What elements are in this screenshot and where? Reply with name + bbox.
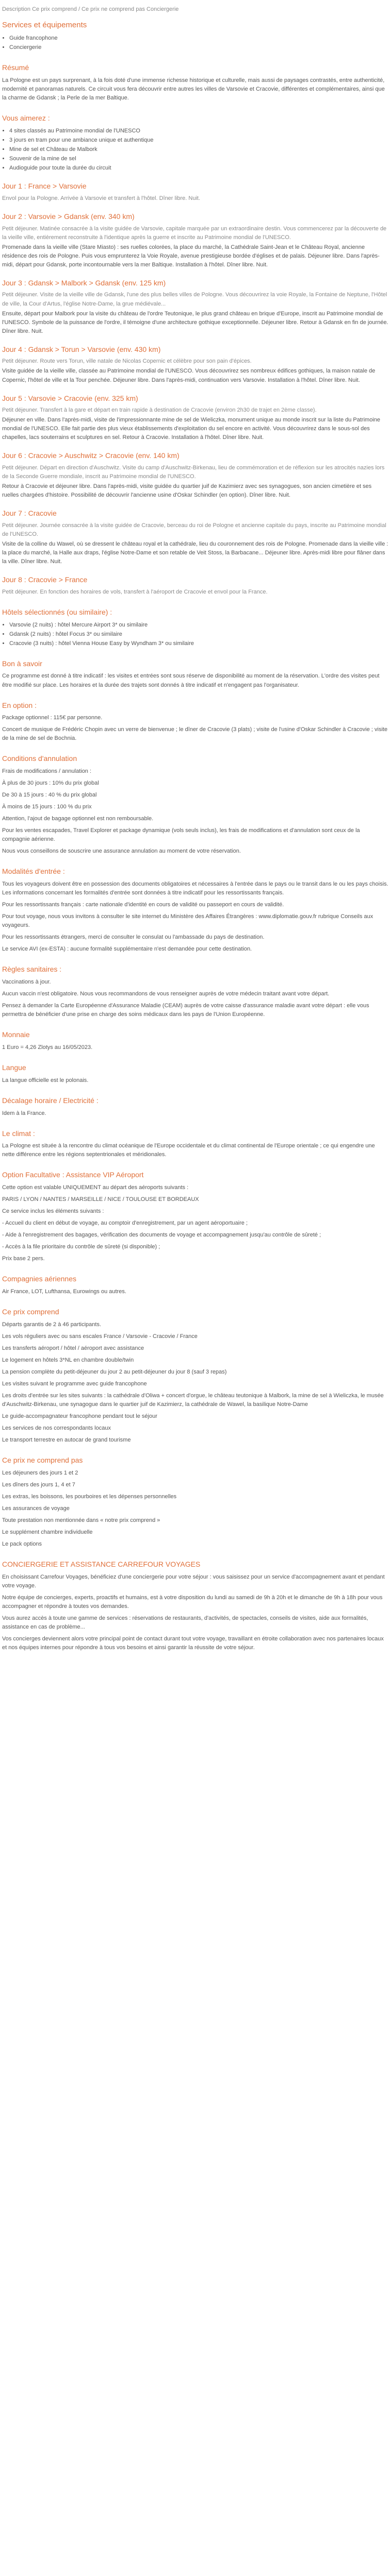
monnaie-text: 1 Euro = 4,26 Zlotys au 16/05/2023.	[2, 1044, 93, 1051]
regles-text: Vaccinations à jour.	[2, 979, 51, 986]
assistance-text: - Accès à la file prioritaire du contrôle de sûreté (si disponible) ;	[2, 1244, 160, 1250]
hotels-list	[2, 621, 389, 648]
decalage-text: Idem à la France.	[2, 1110, 46, 1116]
assistance-text: Cette option est valable UNIQUEMENT au départ des aéroports suivants :	[2, 1184, 189, 1191]
option-text: Package optionnel : 115€ par personne.	[2, 715, 103, 721]
day-summary: Petit déjeuner. Départ en direction d'Auschwitz. Visite du camp d'Auschwitz-Birkenau, lieu de commémoration et de réflexion sur les atrocités nazies lors de la Seconde Guerre mondiale, inscrit au Patrimoine mondial de l'UNESCO.	[2, 465, 385, 480]
list-item: • Souvenir de la mine de sel	[9, 155, 389, 163]
day-body: Visite de la colline du Wawel, où se dressent le château royal et la cathédrale, lieu du couronnement des rois de Pologne. Promenade dans la vieille ville : la place du marché, la Halle aux draps, l'église Notre-Dame et son retable de Veit Stoss, la Barbacane... Déjeuner libre. Après-midi libre pour flâner dans la ville. Dîner libre. Nuit.	[2, 541, 388, 565]
day-title: Jour 2 : Varsovie > Gdansk (env. 340 km)	[2, 212, 135, 221]
aimerez-list	[2, 127, 389, 173]
assistance-title: Option Facultative : Assistance VIP Aéroport	[2, 1171, 144, 1179]
resume-title: Résumé	[2, 63, 29, 72]
day-body: Retour à Cracovie et déjeuner libre. Dans l'après-midi, visite guidée du quartier juif de Kazimierz avec ses synagogues, son ancien cimetière et ses ruelles chargées d'histoire. Possibilité de découvrir l'ancienne usine d'Oskar Schindler (en option). Dîner libre. Nuit.	[2, 483, 372, 499]
conciergerie-text: En choisissant Carrefour Voyages, bénéficiez d'une conciergerie pour votre séjour : vous saisissez pour un service d'accompagnement avant et pendant votre voyage.	[2, 1573, 385, 1589]
day-summary: Petit déjeuner. Matinée consacrée à la visite guidée de Varsovie, capitale marquée par un extraordinaire destin. Vous commencerez par la découverte de la vieille ville, entièrement reconstruite à l'identique après la guerre et inscrite au Patrimoine mondial de l'UNESCO.	[2, 225, 387, 241]
day-summary: Envol pour la Pologne. Arrivée à Varsovie et transfert à l'hôtel. Dîner libre. Nuit.	[2, 195, 201, 201]
modalites-text: Pour les ressortissants français : carte nationale d'identité en cours de validité ou passeport en cours de validité.	[2, 902, 284, 908]
conditions-text: Attention, l'ajout de bagage optionnel est non remboursable.	[2, 816, 154, 822]
day-title: Jour 7 : Cracovie	[2, 509, 57, 518]
regles-title: Règles sanitaires :	[2, 965, 62, 974]
option-text: Concert de musique de Frédéric Chopin avec un verre de bienvenue ; le dîner de Cracovie (3 plats) ; visite de l'usine d'Oskar Schindler à Cracovie ; visite de la mine de sel de Bochnia.	[2, 726, 388, 742]
ce-prix-title: Ce prix comprend	[2, 1308, 59, 1316]
langue-text: La langue officielle est le polonais.	[2, 1077, 89, 1083]
decalage-title: Décalage horaire / Electricité :	[2, 1096, 99, 1105]
ne-comprend-title: Ce prix ne comprend pas	[2, 1456, 83, 1465]
modalites-title: Modalités d'entrée :	[2, 867, 65, 876]
day-body: Visite guidée de la vieille ville, classée au Patrimoine mondial de l'UNESCO. Vous découvrirez ses nombreux édifices gothiques, la maison natale de Copernic, l'hôtel de ville et la Tour penchée. Déjeuner libre. Dans l'après-midi, continuation vers Varsovie. Installation à l'hôtel. Dîner libre. Nuit.	[2, 368, 376, 383]
climat-text: La Pologne est située à la rencontre du climat océanique de l'Europe occidentale et du climat continental de l'Europe orientale ; ce qui engendre une nette différence entre les régions septentrionales et méridionales.	[2, 1143, 375, 1158]
list-item: Le logement en hôtels 3*NL en chambre double/twin	[2, 1357, 134, 1363]
conditions-text: Nous vous conseillons de souscrire une assurance annulation au moment de votre réservation.	[2, 848, 241, 855]
list-item: Le pack options	[2, 1541, 42, 1548]
list-item: Les dîners des jours 1, 4 et 7	[2, 1482, 75, 1488]
compagnies-text: Air France, LOT, Lufthansa, Eurowings ou autres.	[2, 1289, 126, 1295]
bon-savoir-text: Ce programme est donné à titre indicatif : les visites et entrées sont sous réserve de disponibilité au moment de la réservation. L'ordre des visites peut être modifié sur place. Les horaires et la durée des trajets sont donnés à titre indicatif et n'engagent pas l'organisateur.	[2, 673, 380, 688]
list-item: Le guide-accompagnateur francophone pendant tout le séjour	[2, 1413, 157, 1420]
list-item: • Guide francophone	[9, 34, 389, 43]
list-item: Les visites suivant le programme avec guide francophone	[2, 1381, 147, 1387]
modalites-text: Pour les ressortissants étrangers, merci de consulter le consulat ou l'ambassade du pays de destination.	[2, 934, 265, 941]
day-body: Ensuite, départ pour Malbork pour la visite du château de l'ordre Teutonique, le plus grand château en brique d'Europe, inscrit au Patrimoine mondial de l'UNESCO. Symbole de la puissance de l'ordre, il témoigne d'une architecture gothique exceptionnelle. Déjeuner libre. Retour à Gdansk en fin de journée. Dîner libre. Nuit.	[2, 310, 388, 334]
conditions-text: À moins de 15 jours : 100 % du prix	[2, 804, 92, 810]
breadcrumb[interactable]: Description Ce prix comprend / Ce prix ne comprend pas Conciergerie	[2, 6, 179, 12]
day-summary: Petit déjeuner. Route vers Torun, ville natale de Nicolas Copernic et célèbre pour son pain d'épices.	[2, 358, 252, 365]
assistance-text: Prix base 2 pers.	[2, 1256, 45, 1262]
list-item: Le supplément chambre individuelle	[2, 1529, 93, 1536]
list-item: • 4 sites classés au Patrimoine mondial de l'UNESCO	[9, 127, 389, 135]
assistance-text: - Aide à l'enregistrement des bagages, vérification des documents de voyage et accompagnement jusqu'au contrôle de sûreté ;	[2, 1232, 321, 1239]
assistance-text: - Accueil du client en début de voyage, au comptoir d'enregistrement, par un agent aéroportuaire ;	[2, 1220, 248, 1227]
conciergerie-text: Vous aurez accès à toute une gamme de services : réservations de restaurants, d'activités, de spectacles, conseils de visites, aide aux formalités, assistance en cas de problème...	[2, 1615, 368, 1631]
day-summary: Petit déjeuner. En fonction des horaires de vols, transfert à l'aéroport de Cracovie et envol pour la France.	[2, 588, 268, 595]
list-item: Les vols réguliers avec ou sans escales France / Varsovie - Cracovie / France	[2, 1333, 198, 1340]
list-item: • Varsovie (2 nuits) : hôtel Mercure Airport 3* ou similaire	[9, 621, 389, 630]
services-title: Services et équipements	[2, 21, 87, 30]
day-title: Jour 6 : Cracovie > Auschwitz > Cracovie (env. 140 km)	[2, 451, 180, 460]
langue-title: Langue	[2, 1063, 26, 1072]
list-item: Les transferts aéroport / hôtel / aéroport avec assistance	[2, 1345, 144, 1351]
itinerary	[2, 181, 389, 597]
day-title: Jour 1 : France > Varsovie	[2, 182, 87, 191]
day-title: Jour 4 : Gdansk > Torun > Varsovie (env. 430 km)	[2, 345, 161, 353]
list-item: Les assurances de voyage	[2, 1505, 70, 1512]
list-item: Les services de nos correspondants locaux	[2, 1425, 111, 1432]
day-summary: Petit déjeuner. Journée consacrée à la visite guidée de Cracovie, berceau du roi de Pologne et ancienne capitale du pays, inscrite au Patrimoine mondial de l'UNESCO.	[2, 522, 386, 538]
day-title: Jour 8 : Cracovie > France	[2, 575, 88, 584]
resume-text: La Pologne est un pays surprenant, à la fois doté d'une immense richesse historique et culturelle, mais aussi de paysages contrastés, entre authenticité, modernité et panoramas naturels. Ce circuit vous fera découvrir entre autres les villes de Varsovie et Cracovie, différentes et complémentaires, ainsi que la charme de Gdansk ; la Perle de la mer Baltique.	[2, 77, 385, 101]
list-item: Les déjeuners des jours 1 et 2	[2, 1469, 78, 1476]
day-title: Jour 3 : Gdansk > Malbork > Gdansk (env. 125 km)	[2, 278, 166, 287]
assistance-text: PARIS / LYON / NANTES / MARSEILLE / NICE / TOULOUSE ET BORDEAUX	[2, 1196, 199, 1203]
assistance-text: Ce service inclus les éléments suivants :	[2, 1208, 104, 1215]
option-title: En option :	[2, 701, 37, 709]
list-item: • Audioguide pour toute la durée du circuit	[9, 164, 389, 173]
list-item: • Mine de sel et Château de Malbork	[9, 145, 389, 154]
conciergerie-title: CONCIERGERIE ET ASSISTANCE CARREFOUR VOYAGES	[2, 1560, 201, 1569]
conciergerie-text: Notre équipe de concierges, experts, proactifs et humains, est à votre disposition du lundi au samedi de 9h à 20h et le dimanche de 9h à 18h pour vous accompagner et répondre à toutes vos demandes.	[2, 1595, 383, 1610]
conditions-text: À plus de 30 jours : 10% du prix global	[2, 780, 99, 787]
list-item: • Conciergerie	[9, 43, 389, 52]
modalites-text: Le service AVI (ex-ESTA) : aucune formalité supplémentaire n'est demandée pour cette destination.	[2, 946, 252, 953]
list-item: Départs garantis de 2 à 46 participants.	[2, 1321, 102, 1328]
conditions-text: De 30 à 15 jours : 40 % du prix global	[2, 792, 97, 799]
conditions-text: Frais de modifications / annulation :	[2, 768, 92, 775]
aimerez-title: Vous aimerez :	[2, 114, 50, 123]
list-item: Toute prestation non mentionnée dans « notre prix comprend »	[2, 1517, 160, 1524]
list-item: Les droits d'entrée sur les sites suivants : la cathédrale d'Oliwa + concert d'orgue, le château teutonique à Malbork, la mine de sel à Wieliczka, le musée d'Auschwitz-Birkenau, une synagogue dans le quartier juif de Kazimierz, la cathédrale de Wawel, la basilique Notre-Dame	[2, 1393, 384, 1408]
day-title: Jour 5 : Varsovie > Cracovie (env. 325 km)	[2, 394, 138, 402]
list-item: • Gdansk (2 nuits) : hôtel Focus 3* ou similaire	[9, 630, 389, 639]
day-summary: Petit déjeuner. Visite de la vieille ville de Gdansk, l'une des plus belles villes de Pologne. Vous découvrirez la voie Royale, la Fontaine de Neptune, l'Hôtel de ville, la Cour d'Artus, l'église Notre-Dame, la grue médiévale...	[2, 292, 387, 307]
modalites-text: Tous les voyageurs doivent être en possession des documents obligatoires et nécessaires à l'entrée dans le pays ou le transit dans le ou les pays choisis. Les informations concernant les formalités d'entrée sont données à titre indicatif pour les ressortissants français.	[2, 881, 388, 896]
day-body: Promenade dans la vieille ville (Stare Miasto) : ses ruelles colorées, la place du marché, la Cathédrale Saint-Jean et le Château Royal, ancienne résidence des rois de Pologne. Puis vous emprunterez la Voie Royale, avenue prestigieuse bordée d'églises et de palais. Déjeuner libre. Dans l'après-midi, départ pour Gdansk, porte incontournable vers la mer Baltique. Installation à l'hôtel. Dîner libre. Nuit.	[2, 244, 380, 268]
compagnies-title: Compagnies aériennes	[2, 1275, 76, 1283]
list-item: Les extras, les boissons, les pourboires et les dépenses personnelles	[2, 1494, 177, 1500]
conciergerie-text: Vos concierges deviennent alors votre principal point de contact durant tout votre voyage, travaillant en étroite collaboration avec nos partenaires locaux et nos équipes internes pour répondre à tous vos besoins et ainsi garantir la réussite de votre séjour.	[2, 1636, 384, 1651]
regles-text: Aucun vaccin n'est obligatoire. Nous vous recommandons de vous renseigner auprès de votre médecin traitant avant votre départ.	[2, 991, 330, 997]
list-item: • 3 jours en tram pour une ambiance unique et authentique	[9, 136, 389, 145]
list-item: Le transport terrestre en autocar de grand tourisme	[2, 1437, 131, 1444]
conditions-text: Pour les ventes escapades, Travel Explorer et package dynamique (vols seuls inclus), les frais de modifications et d'annulation sont ceux de la compagnie aérienne.	[2, 827, 360, 843]
hotels-title: Hôtels sélectionnés (ou similaire) :	[2, 607, 112, 616]
climat-title: Le climat :	[2, 1129, 35, 1138]
modalites-text: Pour tout voyage, nous vous invitons à consulter le site internet du Ministère des Affaires Étrangères : www.diplomatie.gouv.fr rubrique Conseils aux voyageurs.	[2, 913, 373, 929]
conditions-title: Conditions d'annulation	[2, 754, 77, 763]
day-body: Déjeuner en ville. Dans l'après-midi, visite de l'impressionnante mine de sel de Wieliczka, monument unique au monde inscrit sur la liste du Patrimoine mondial de l'UNESCO. Elle fait partie des plus vieux établissements d'exploitation du sel encore en activité. Vous découvrirez dans le sous-sol des chapelles, lacs souterrains et sculptures en sel. Retour à Cracovie. Installation à l'hôtel. Dîner libre. Nuit.	[2, 417, 380, 441]
day-summary: Petit déjeuner. Transfert à la gare et départ en train rapide à destination de Cracovie (environ 2h30 de trajet en 2ème classe).	[2, 407, 317, 414]
monnaie-title: Monnaie	[2, 1030, 30, 1039]
regles-text: Pensez à demander la Carte Européenne d'Assurance Maladie (CEAM) auprès de votre caisse d'assurance maladie avant votre départ : elle vous permettra de bénéficier d'une prise en charge des soins médicaux dans les pays de l'Union Européenne.	[2, 1003, 369, 1018]
list-item: La pension complète du petit-déjeuner du jour 2 au petit-déjeuner du jour 8 (sauf 3 repas)	[2, 1368, 227, 1375]
list-item: • Cracovie (3 nuits) : hôtel Vienna House Easy by Wyndham 3* ou similaire	[9, 639, 389, 648]
services-list	[2, 34, 389, 52]
bon-savoir-title: Bon à savoir	[2, 659, 42, 668]
